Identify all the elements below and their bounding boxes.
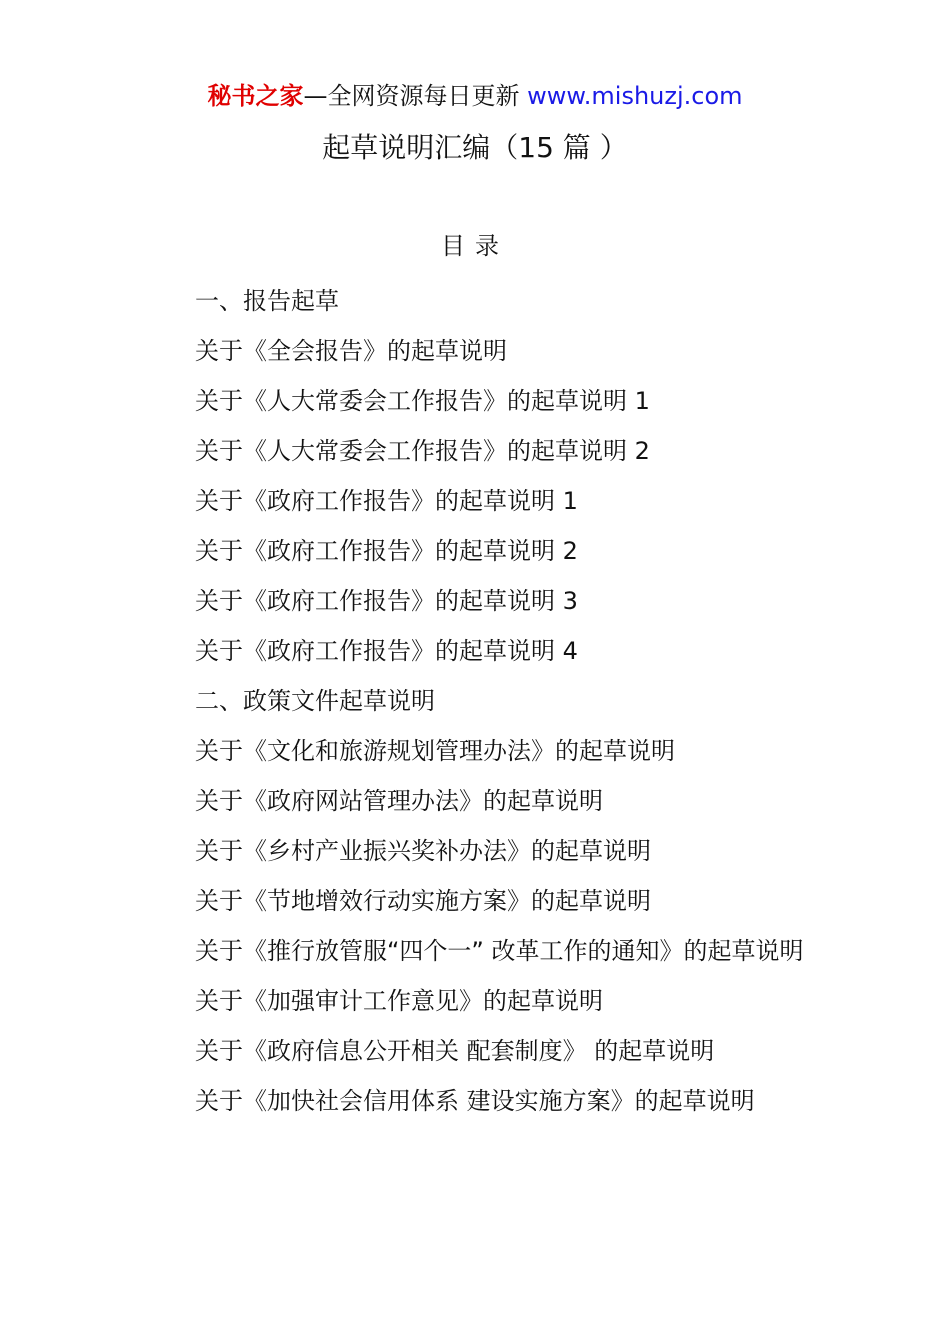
toc-item: 关于《人大常委会工作报告》的起草说明 1 [195,387,650,415]
toc-item: 关于《文化和旅游规划管理办法》的起草说明 [195,737,675,765]
document-title: 起草说明汇编（15 篇 ） [322,131,628,164]
site-banner [0,80,950,112]
banner-tagline: —全网资源每日更新 [303,82,520,110]
toc-item: 关于《政府信息公开相关 配套制度》 的起草说明 [195,1037,715,1065]
toc-item: 关于《乡村产业振兴奖补办法》的起草说明 [195,837,651,865]
toc-item: 关于《政府网站管理办法》的起草说明 [195,787,603,815]
toc-item: 关于《政府工作报告》的起草说明 2 [195,537,578,565]
toc-item: 关于《人大常委会工作报告》的起草说明 2 [195,437,650,465]
toc-item: 关于《全会报告》的起草说明 [195,337,507,365]
toc-section-heading: 二、政策文件起草说明 [195,687,435,715]
toc-item: 关于《加快社会信用体系 建设实施方案》的起草说明 [195,1087,755,1115]
table-of-contents [143,276,815,1126]
toc-item: 关于《加强审计工作意见》的起草说明 [195,987,603,1015]
toc-item: 关于《节地增效行动实施方案》的起草说明 [195,887,651,915]
toc-item: 关于《政府工作报告》的起草说明 3 [195,587,578,615]
toc-item: 关于《政府工作报告》的起草说明 4 [195,637,578,665]
toc-item: 关于《推行放管服“四个一” 改革工作的通知》的起草说明 [195,937,804,965]
toc-heading: 目录 [441,232,509,260]
brand-name: 秘书之家 [207,82,304,110]
site-url-link[interactable]: www.mishuzj.com [527,82,743,110]
toc-section-heading: 一、报告起草 [195,287,339,315]
toc-item: 关于《政府工作报告》的起草说明 1 [195,487,578,515]
